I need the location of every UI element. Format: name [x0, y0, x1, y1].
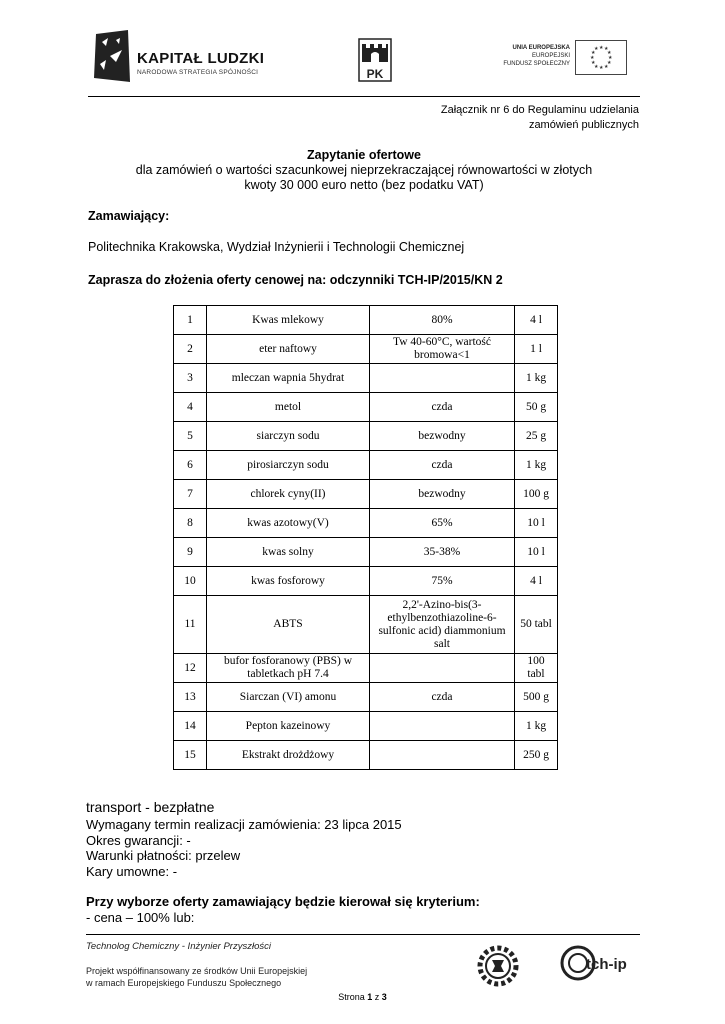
cell-spec: bezwodny: [370, 480, 515, 509]
footer-project-line: w ramach Europejskiego Funduszu Społecznego: [86, 978, 282, 988]
cell-spec: czda: [370, 393, 515, 422]
cell-no: 14: [174, 712, 207, 741]
criterion-block: [86, 894, 480, 925]
table-row: [174, 335, 558, 364]
title-line: dla zamówień o wartości szacunkowej nieprzekraczającej równowartości w złotych: [135, 163, 593, 177]
term-line: Warunki płatności: przelew: [86, 848, 241, 863]
eu-text-line: UNIA EUROPEJSKA: [512, 45, 570, 51]
cell-no: 15: [174, 741, 207, 770]
cell-no: 12: [174, 654, 207, 683]
term-line: Kary umowne: -: [86, 863, 178, 879]
table-row: [174, 480, 558, 509]
cell-spec: czda: [370, 683, 515, 712]
cell-spec: [370, 712, 515, 741]
cell-qty: 100 tabl: [515, 654, 558, 683]
svg-text:★: ★: [594, 64, 599, 70]
cell-qty: 4 l: [515, 306, 558, 335]
svg-text:★: ★: [607, 60, 612, 66]
cell-qty: 25 g: [515, 422, 558, 451]
eu-text: [478, 44, 570, 68]
cell-name: Ekstrakt drożdżowy: [207, 741, 370, 770]
table-row: [174, 306, 558, 335]
cell-spec: 35-38%: [370, 538, 515, 567]
cell-spec: Tw 40-60°C, wartość bromowa<1: [370, 335, 515, 364]
page-prefix: Strona: [338, 992, 365, 1002]
kapital-ludzki-title: KAPITAŁ LUDZKI: [137, 50, 265, 67]
term-line: Okres gwarancji: -: [86, 832, 191, 848]
svg-text:★: ★: [604, 64, 609, 70]
cell-qty: 10 l: [515, 509, 558, 538]
eu-flag-icon: [575, 40, 627, 75]
cell-qty: 10 l: [515, 538, 558, 567]
document-title: [88, 148, 640, 193]
attachment-note: [319, 103, 639, 133]
footer-tagline: Technolog Chemiczny - Inżynier Przyszłości: [86, 941, 271, 952]
items-table: [173, 305, 558, 770]
kapital-ludzki-logo: [92, 28, 272, 88]
cell-no: 1: [174, 306, 207, 335]
page-number: [0, 992, 725, 1002]
svg-text:★: ★: [608, 55, 613, 61]
svg-text:★: ★: [599, 45, 604, 51]
svg-text:★: ★: [599, 65, 604, 71]
table-row: [174, 451, 558, 480]
cell-name: kwas azotowy(V): [207, 509, 370, 538]
cell-spec: 80%: [370, 306, 515, 335]
eu-text-line: EUROPEJSKI: [531, 53, 570, 59]
cell-no: 13: [174, 683, 207, 712]
kapital-ludzki-subtitle: NARODOWA STRATEGIA SPÓJNOŚCI: [137, 69, 259, 76]
cell-no: 7: [174, 480, 207, 509]
criterion-heading: Przy wyborze oferty zamawiający będzie kierował się kryterium:: [86, 894, 480, 909]
invitation-text: Zaprasza do złożenia oferty cenowej na: odczynniki TCH-IP/2015/KN 2: [88, 273, 503, 287]
cell-no: 6: [174, 451, 207, 480]
cell-no: 9: [174, 538, 207, 567]
cell-qty: 1 kg: [515, 712, 558, 741]
cell-name: eter naftowy: [207, 335, 370, 364]
title-line: kwoty 30 000 euro netto (bez podatku VAT): [244, 178, 484, 192]
table-row: [174, 654, 558, 683]
table-row: [174, 509, 558, 538]
buyer-name: Politechnika Krakowska, Wydział Inżynierii i Technologii Chemicznej: [88, 240, 465, 254]
cell-qty: 1 kg: [515, 451, 558, 480]
buyer-label: Zamawiający:: [88, 209, 170, 223]
page-sep: z: [374, 992, 380, 1002]
table-row: [174, 422, 558, 451]
pk-logo: [358, 38, 392, 82]
cell-no: 5: [174, 422, 207, 451]
table-row: [174, 364, 558, 393]
cell-name: chlorek cyny(II): [207, 480, 370, 509]
table-row: [174, 683, 558, 712]
tch-ip-logo-text: tch-ip: [586, 956, 627, 973]
svg-text:★: ★: [591, 50, 596, 56]
cell-qty: 100 g: [515, 480, 558, 509]
cell-qty: 4 l: [515, 567, 558, 596]
term-line: Wymagany termin realizacji zamówienia: 23 lipca 2015: [86, 817, 402, 832]
footer-project-line: Projekt współfinansowany ze środków Unii Europejskiej: [86, 966, 308, 976]
pk-castle-icon: [358, 38, 392, 82]
footer-project-note: [86, 965, 307, 989]
cell-qty: 500 g: [515, 683, 558, 712]
cell-no: 11: [174, 596, 207, 654]
kapital-ludzki-emblem-icon: [92, 28, 132, 84]
cell-spec: 65%: [370, 509, 515, 538]
title-heading: Zapytanie ofertowe: [307, 148, 421, 162]
cell-qty: 50 g: [515, 393, 558, 422]
cell-spec: [370, 741, 515, 770]
faculty-gear-logo-icon: [470, 942, 526, 990]
cell-no: 3: [174, 364, 207, 393]
cell-spec: 2,2'-Azino-bis(3-ethylbenzothiazoline-6-sulfonic acid) diammonium salt: [370, 596, 515, 654]
cell-name: Siarczan (VI) amonu: [207, 683, 370, 712]
svg-text:★: ★: [604, 46, 609, 52]
svg-text:★: ★: [607, 50, 612, 56]
cell-name: kwas fosforowy: [207, 567, 370, 596]
cell-spec: [370, 364, 515, 393]
cell-name: Pepton kazeinowy: [207, 712, 370, 741]
table-row: [174, 712, 558, 741]
cell-spec: 75%: [370, 567, 515, 596]
cell-no: 8: [174, 509, 207, 538]
cell-name: pirosiarczyn sodu: [207, 451, 370, 480]
criterion-value: - cena – 100% lub:: [86, 909, 195, 925]
table-row: [174, 741, 558, 770]
attachment-line: Załącznik nr 6 do Regulaminu udzielania: [440, 104, 639, 116]
cell-name: Kwas mlekowy: [207, 306, 370, 335]
pk-logo-text: PK: [366, 67, 384, 81]
page-total: 3: [381, 992, 387, 1002]
svg-text:★: ★: [594, 46, 599, 52]
cell-spec: czda: [370, 451, 515, 480]
cell-qty: 250 g: [515, 741, 558, 770]
svg-text:★: ★: [591, 60, 596, 66]
cell-qty: 1 kg: [515, 364, 558, 393]
table-row: [174, 393, 558, 422]
page-current: 1: [367, 992, 373, 1002]
cell-qty: 1 l: [515, 335, 558, 364]
cell-name: bufor fosforanowy (PBS) w tabletkach pH 7.4: [207, 654, 370, 683]
cell-name: ABTS: [207, 596, 370, 654]
cell-name: metol: [207, 393, 370, 422]
cell-qty: 50 tabl: [515, 596, 558, 654]
svg-text:★: ★: [590, 55, 595, 61]
header-divider: [88, 96, 640, 97]
footer-divider: [86, 934, 640, 935]
table-row: [174, 596, 558, 654]
cell-no: 4: [174, 393, 207, 422]
cell-spec: [370, 654, 515, 683]
eu-text-line: FUNDUSZ SPOŁECZNY: [503, 61, 570, 67]
cell-name: siarczyn sodu: [207, 422, 370, 451]
attachment-line: zamówień publicznych: [528, 119, 639, 131]
cell-spec: bezwodny: [370, 422, 515, 451]
tch-ip-logo: [560, 942, 640, 984]
cell-name: mleczan wapnia 5hydrat: [207, 364, 370, 393]
table-row: [174, 567, 558, 596]
order-terms: [86, 817, 402, 879]
table-row: [174, 538, 558, 567]
cell-no: 2: [174, 335, 207, 364]
cell-name: kwas solny: [207, 538, 370, 567]
cell-no: 10: [174, 567, 207, 596]
transport-text: transport - bezpłatne: [86, 799, 215, 815]
